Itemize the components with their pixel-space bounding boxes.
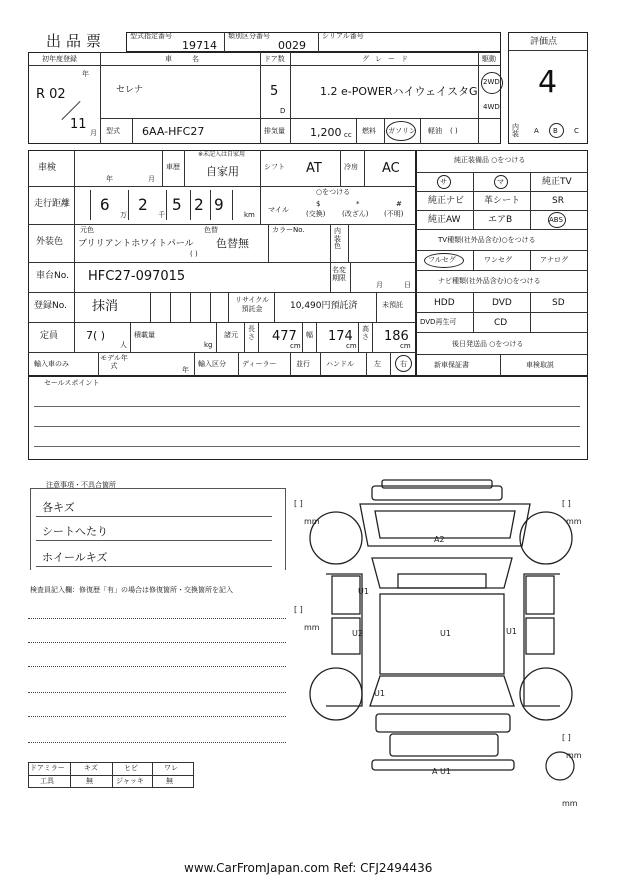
equip-item-8: エアB xyxy=(488,215,513,225)
capacity-label: 定員 xyxy=(40,331,59,341)
month-suffix: 月 xyxy=(90,129,97,137)
parallel-option: 並行 xyxy=(296,360,310,368)
expiry-day: 日 xyxy=(404,281,411,289)
mileage-digit-1: 6 xyxy=(100,195,110,214)
shift-value: AT xyxy=(306,161,322,176)
sales-point-label: セールスポイント xyxy=(44,379,100,387)
use-value: 自家用 xyxy=(206,165,239,178)
legend-value-4: 無 xyxy=(166,777,173,785)
form-title: 出品票 xyxy=(46,32,107,50)
diesel-label: 軽油 xyxy=(428,127,442,135)
score-label: 評価点 xyxy=(530,37,558,47)
car-name-label: 車名 xyxy=(165,55,219,63)
mark-au1: A U1 xyxy=(432,767,451,776)
chassis-label: 車台No. xyxy=(36,271,69,281)
year-suffix: 年 xyxy=(82,70,89,78)
mileage-mile: マイル xyxy=(268,206,289,214)
interior-b: B xyxy=(553,127,558,135)
class-number: 0029 xyxy=(278,39,306,52)
first-reg-label: 初年度登録 xyxy=(42,55,77,63)
fuel-label: 燃料 xyxy=(362,127,376,135)
cc-unit: cc xyxy=(344,131,352,139)
inspection-month: 月 xyxy=(148,175,155,183)
model-year-suffix: 年 xyxy=(182,366,189,374)
regno-value: 抹消 xyxy=(92,299,119,314)
mileage-tamper-mark: * xyxy=(356,200,360,208)
diagram-mm-rr: mm xyxy=(566,751,582,760)
navi-dvd: DVD xyxy=(492,298,512,308)
equip-item-7: 純正AW xyxy=(428,215,461,225)
width-label: 幅 xyxy=(306,331,313,339)
mileage-digit-5: 9 xyxy=(214,195,224,214)
length-label: 長さ xyxy=(248,325,255,341)
later-manual: 車検取説 xyxy=(526,361,554,369)
legend-header-3: ヒビ xyxy=(124,764,138,772)
diagram-bracket-ml: [ ] xyxy=(294,605,303,614)
class-number-label: 類別区分番号 xyxy=(228,32,270,40)
navi-sd: SD xyxy=(552,298,565,308)
navi-title: ナビ種類(社外品含む)○をつける xyxy=(438,277,541,285)
expiry-month: 月 xyxy=(376,281,383,289)
dims-label: 諸元 xyxy=(224,331,238,339)
interior-label: 内装 xyxy=(512,123,519,138)
equip-item-9: ABS xyxy=(549,216,563,224)
height-label: 高さ xyxy=(362,325,369,341)
mark-a2: A2 xyxy=(434,535,445,544)
mileage-digit-3: 5 xyxy=(172,195,182,214)
mileage-exchange: (交換) xyxy=(306,210,326,218)
model-number: 19714 xyxy=(182,39,217,52)
drive-2wd: 2WD xyxy=(483,78,500,86)
mileage-tamper: (改ざん) xyxy=(342,210,369,218)
mileage-exchange-mark: $ xyxy=(316,200,321,208)
inspection-label: 車検 xyxy=(38,163,57,173)
equip-item-4: 純正ナビ xyxy=(428,196,465,206)
type-value: 6AA-HFC27 xyxy=(142,125,205,138)
displacement-label: 排気量 xyxy=(264,127,285,135)
height-unit: cm xyxy=(400,342,411,350)
equip-item-5: 革シート xyxy=(484,196,521,206)
first-reg-month: 11 xyxy=(70,117,87,132)
sales-point-box xyxy=(28,376,588,460)
mark-u1-a: U1 xyxy=(358,587,369,596)
orig-color-label: 元色 xyxy=(80,226,94,234)
mileage-unknown-mark: # xyxy=(396,200,402,208)
tv-title: TV種類(社外品含む)○をつける xyxy=(438,236,536,244)
note-item-3: ホイールキズ xyxy=(42,551,108,564)
capacity-value: 7( ) xyxy=(86,329,106,342)
doors-value: 5 xyxy=(270,84,279,99)
interior-color-label: 内装色 xyxy=(334,227,341,251)
type-label: 型式 xyxy=(106,127,120,135)
tv-fullseg: フルセグ xyxy=(428,256,456,264)
navi-dvd-play: DVD再生可 xyxy=(420,318,457,326)
model-number-label: 型式指定番号 xyxy=(130,32,172,40)
tv-oneseg: ワンセグ xyxy=(484,256,512,264)
load-label: 積載量 xyxy=(134,331,155,339)
diagram-bracket-rr: [ ] xyxy=(562,733,571,742)
length-unit: cm xyxy=(290,342,301,350)
first-reg-era: R 02 xyxy=(36,87,66,102)
use-note: ※未記入は自家用 xyxy=(198,151,246,158)
legend-value-2: 無 xyxy=(86,777,93,785)
inspection-year: 年 xyxy=(106,175,113,183)
mileage-digit-4: 2 xyxy=(194,195,204,214)
interior-a: A xyxy=(534,127,539,135)
car-name: セレナ xyxy=(116,85,144,95)
import-type-label: 輸入区分 xyxy=(198,360,226,368)
diagram-mm-fl: mm xyxy=(304,517,320,526)
dealer-option: ディーラー xyxy=(242,360,277,368)
recycle-value: 10,490円預託済 xyxy=(290,301,358,311)
fuel-paren: ( ) xyxy=(450,127,458,135)
diagram-bracket-fr: [ ] xyxy=(562,499,571,508)
mileage-sen: 千 xyxy=(158,211,165,219)
grade-value: 1.2 e-POWERハイウェイスタG xyxy=(320,85,478,98)
inspector-note: 検査員記入欄：修復歴「有」の場合は修復箇所・交換箇所を記入 xyxy=(30,586,233,594)
mark-u1-d: U1 xyxy=(374,689,385,698)
door-type: D xyxy=(280,107,286,115)
width-value: 174 xyxy=(328,329,353,344)
import-only-label: 輸入車のみ xyxy=(34,360,69,368)
later-warranty: 新車保証書 xyxy=(434,361,469,369)
later-title: 後日発送品 ○をつける xyxy=(452,340,524,348)
legend-value-1: 工具 xyxy=(40,777,54,785)
equip-item-1: サ xyxy=(440,178,447,186)
score-value: 4 xyxy=(538,65,558,100)
color-label: 外装色 xyxy=(36,237,64,247)
note-item-2: シートへたり xyxy=(42,525,108,538)
expiry-label: 名変期限 xyxy=(332,266,346,283)
length-value: 477 xyxy=(272,329,297,344)
equip-item-3: 純正TV xyxy=(542,177,572,187)
interior-c: C xyxy=(574,127,579,135)
car-damage-diagram xyxy=(290,476,600,816)
mileage-label: 走行距離 xyxy=(34,199,71,209)
mileage-km: km xyxy=(244,211,255,219)
chassis-value: HFC27-097015 xyxy=(88,269,186,284)
diagram-mm-ml: mm xyxy=(304,623,320,632)
equip-item-6: SR xyxy=(552,196,564,206)
diagram-mm-bottom: mm xyxy=(562,799,578,808)
note-item-1: 各キズ xyxy=(42,501,75,514)
displacement-value: 1,200 xyxy=(310,126,342,139)
ac-value: AC xyxy=(382,161,400,176)
diagram-bracket-fl: [ ] xyxy=(294,499,303,508)
serial-number-label: シリアル番号 xyxy=(322,32,364,40)
equip-item-2: マ xyxy=(497,178,504,186)
mileage-unknown: (不明) xyxy=(384,210,404,218)
height-value: 186 xyxy=(384,329,409,344)
recycle-label: リサイクル預託金 xyxy=(234,296,270,314)
capacity-unit: 人 xyxy=(120,341,127,349)
mark-u1-b: U1 xyxy=(440,629,451,638)
footer-watermark: www.CarFromJapan.com Ref: CFJ2494436 xyxy=(184,861,433,875)
navi-hdd: HDD xyxy=(434,298,455,308)
doors-label: ドア数 xyxy=(264,55,285,63)
load-unit: kg xyxy=(204,341,213,349)
model-year-label: モデル年式 xyxy=(100,354,128,371)
shift-label: シフト xyxy=(264,163,285,171)
repaint-paren: ( ) xyxy=(190,250,198,258)
color-no-label: カラーNo. xyxy=(272,226,305,234)
regno-label: 登録No. xyxy=(34,301,67,311)
handle-right: 右 xyxy=(400,360,407,368)
legend-header-4: ワレ xyxy=(164,764,178,772)
tv-analog: アナログ xyxy=(540,256,568,264)
ac-label: 冷房 xyxy=(344,163,358,171)
drive-4wd: 4WD xyxy=(483,103,500,111)
drive-label: 駆動 xyxy=(482,55,496,63)
mileage-digit-2: 2 xyxy=(138,195,148,214)
width-unit: cm xyxy=(346,342,357,350)
handle-left: 左 xyxy=(374,360,381,368)
recycle-no: 未預託 xyxy=(382,301,403,309)
use-label: 車歴 xyxy=(166,163,180,171)
navi-cd: CD xyxy=(494,318,508,328)
legend-value-3: ジャッキ xyxy=(116,777,144,785)
genuine-title: 純正装備品 ○をつける xyxy=(454,156,526,164)
mark-u1-c: U1 xyxy=(506,627,517,636)
legend-header-2: キズ xyxy=(84,764,98,772)
notes-label: 注意事項・不具合箇所 xyxy=(46,481,116,489)
mileage-man: 万 xyxy=(120,211,127,219)
repaint-value: 色替無 xyxy=(216,237,249,250)
repaint-label: 色替 xyxy=(204,226,218,234)
color-value: ブリリアントホワイトパール xyxy=(78,239,194,249)
mark-u2: U2 xyxy=(352,629,363,638)
diagram-mm-fr: mm xyxy=(566,517,582,526)
legend-header-1: ドアミラー xyxy=(30,764,65,772)
handle-label: ハンドル xyxy=(326,360,354,368)
grade-label: グレード xyxy=(362,55,414,63)
mileage-mark-note: ○をつける xyxy=(316,188,351,196)
fuel-value: ガソリン xyxy=(388,127,416,135)
